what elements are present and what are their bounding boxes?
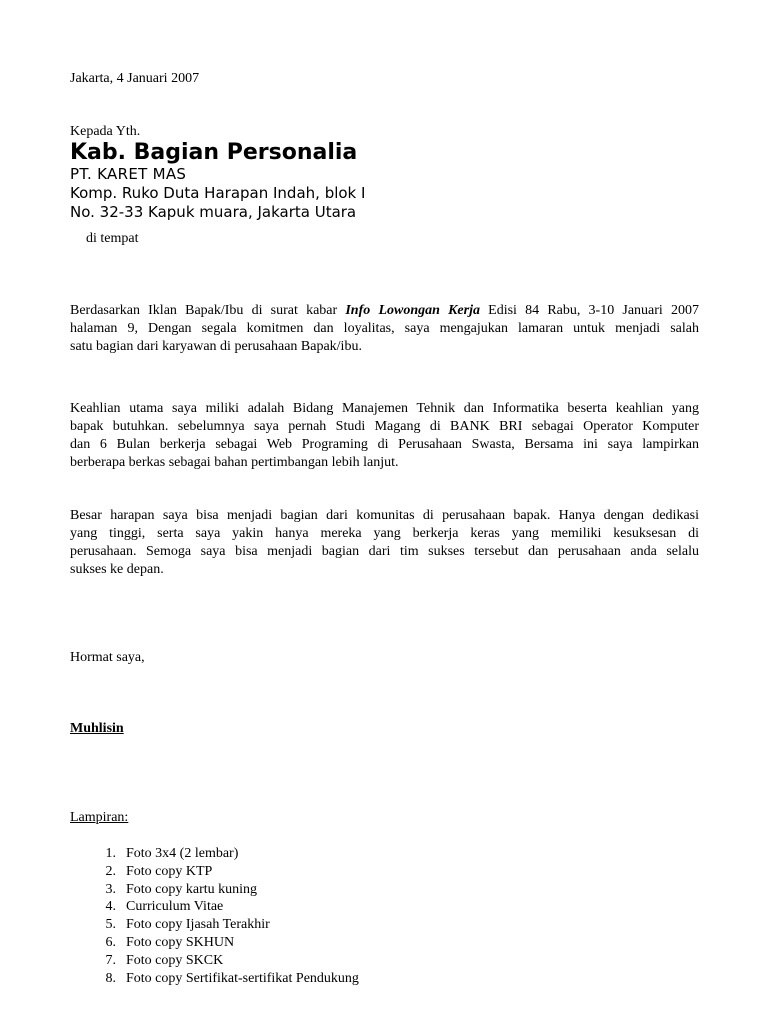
list-item-text: Foto copy SKCK [126, 952, 224, 968]
paragraph-line: Besar harapan saya bisa menjadi bagian dari komunitas di perusahaan bapak. Hanya dengan dedikasi [70, 508, 699, 523]
list-number: 8. [105, 970, 116, 986]
letter-date: Jakarta, 4 Januari 2007 [70, 71, 200, 86]
list-number: 7. [105, 952, 116, 968]
list-item [70, 952, 359, 970]
list-number: 5. [105, 917, 116, 933]
recipient-place: di tempat [86, 231, 139, 246]
recipient-greeting: Kepada Yth. [70, 124, 141, 139]
body-paragraph-3 [70, 507, 699, 579]
paragraph-text: Edisi 84 Rabu, 3-10 Januari 2007 [479, 303, 700, 318]
paragraph-line: berberapa berkas sebagai bahan pertimbangan lebih lanjut. [70, 455, 399, 470]
list-number: 2. [105, 863, 116, 879]
list-number: 4. [105, 899, 116, 915]
list-item [70, 898, 359, 916]
list-item [70, 845, 359, 863]
list-item [70, 934, 359, 952]
paragraph-line: bapak butuhkan. sebelumnya saya pernah Studi Magang di BANK BRI sebagai Operator Komputer [70, 419, 699, 434]
signature-name: Muhlisin [70, 721, 124, 736]
recipient-title: Kab. Bagian Personalia [70, 140, 358, 165]
body-paragraph-1 [70, 302, 699, 356]
list-item-text: Foto copy Ijasah Terakhir [126, 917, 270, 933]
list-item-text: Foto copy SKHUN [126, 934, 235, 950]
newspaper-name: Info Lowongan Kerja [345, 303, 480, 318]
paragraph-line [70, 302, 699, 320]
paragraph-line: halaman 9, Dengan segala komitmen dan loyalitas, saya mengajukan lamaran untuk menjadi salah [70, 321, 699, 336]
list-item [70, 863, 359, 881]
body-paragraph-2 [70, 400, 699, 472]
list-number: 3. [105, 881, 116, 897]
recipient-address-line1: Komp. Ruko Duta Harapan Indah, blok I [70, 184, 366, 202]
list-item-text: Curriculum Vitae [126, 899, 224, 915]
paragraph-line: sukses ke depan. [70, 562, 164, 577]
list-item [70, 970, 359, 988]
list-number: 1. [105, 846, 116, 861]
paragraph-text: Berdasarkan Iklan Bapak/Ibu di surat kabar [70, 303, 346, 318]
paragraph-line: Keahlian utama saya miliki adalah Bidang Manajemen Tehnik dan Informatika beserta keahlian yang [70, 401, 699, 416]
paragraph-line: perusahaan. Semoga saya bisa menjadi bagian dari tim sukses tersebut dan perusahaan anda selalu [70, 544, 699, 559]
attachments-label: Lampiran: [70, 810, 129, 825]
list-item-text: Foto copy Sertifikat-sertifikat Pendukung [126, 970, 359, 986]
list-number: 6. [105, 934, 116, 950]
closing: Hormat saya, [70, 650, 145, 665]
paragraph-line: yang tinggi, serta saya yakin hanya mereka yang berkerja keras yang memiliki kesuksesan di [70, 526, 699, 541]
attachments-list [70, 845, 359, 987]
paragraph-line: satu bagian dari karyawan di perusahaan Bapak/ibu. [70, 339, 362, 354]
list-item [70, 881, 359, 899]
recipient-company: PT. KARET MAS [70, 165, 187, 183]
list-item-text: Foto copy KTP [126, 863, 213, 879]
list-item-text: Foto copy kartu kuning [126, 881, 258, 897]
list-item [70, 916, 359, 934]
recipient-address-line2: No. 32-33 Kapuk muara, Jakarta Utara [70, 203, 357, 221]
paragraph-line: dan 6 Bulan berkerja sebagai Web Programing di Perusahaan Swasta, Bersama ini saya lampirkan [70, 437, 699, 452]
list-item-text: Foto 3x4 (2 lembar) [126, 846, 239, 861]
